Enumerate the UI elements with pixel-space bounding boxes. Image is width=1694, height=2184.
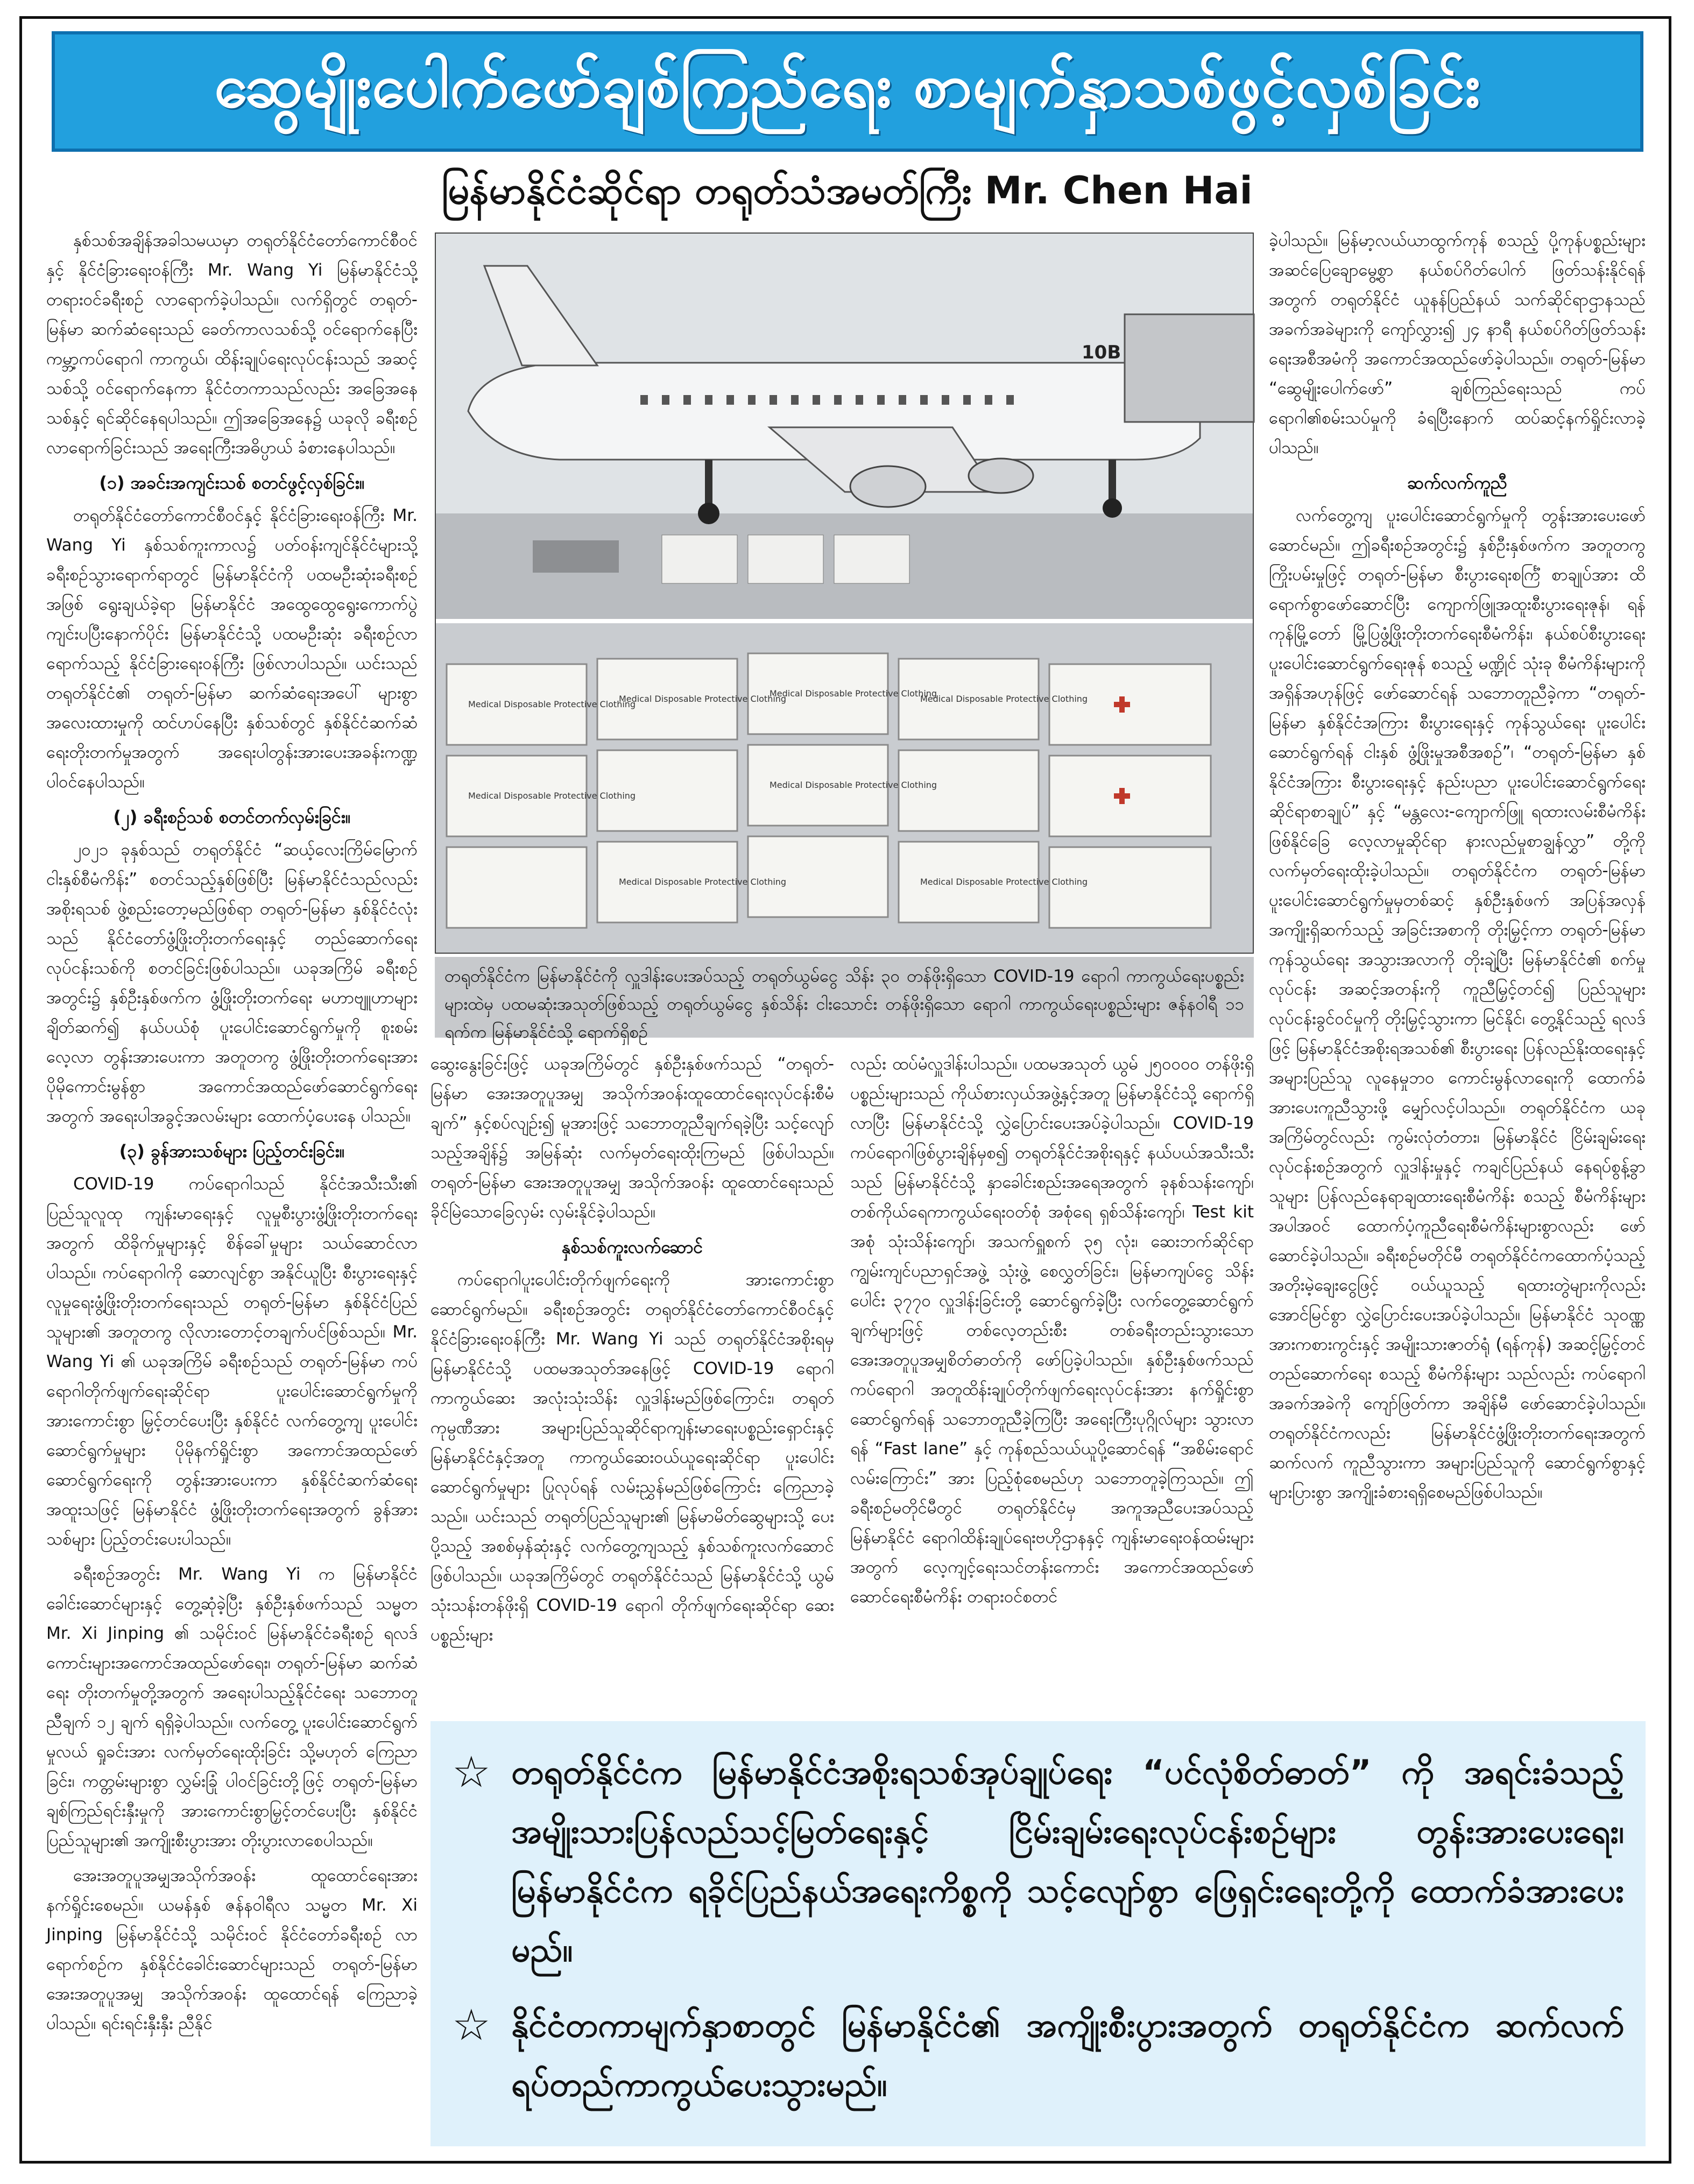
section-heading: ဆက်လက်ကူညီ	[1407, 473, 1507, 493]
paragraph: ၂၀၂၁ ခုနှစ်သည် တရုတ်နိုင်ငံ “ဆယ့်လေးကြိမ်မြောက် ငါးနှစ်စီမံကိန်း” စတင်သည့်နှစ်ဖြစ်ပြီး မြန်မာနိုင်ငံသည်လည်း အစိုးရသစ် ဖွဲ့စည်းတော့မည်ဖြစ်ရာ တရုတ်-မြန်မာ နှစ်နိုင်ငံလုံးသည် နိုင်ငံတော်ဖွံ့ဖြိုးတိုးတက်ရေးနှင့် တည်ဆောက်ရေးလုပ်ငန်းသစ်ကို စတင်ခြင်းဖြစ်ပါသည်။ ယခုအကြိမ် ခရီးစဉ်အတွင်း၌ နှစ်ဦးနှစ်ဖက်က ဖွံ့ဖြိုးတိုးတက်ရေး မဟာဗျူဟာများ ချိတ်ဆက်၍ နယ်ပယ်စုံ ပူးပေါင်းဆောင်ရွက်မှုကို စူးစမ်းလေ့လာ တွန်းအားပေးကာ အတူတကွ ဖွံ့ဖြိုးတိုးတက်ရေးအား ပိုမိုကောင်းမွန်စွာ အကောင်အထည်ဖော်ဆောင်ရွက်ရေးအတွက် အရေးပါအခွင့်အလမ်းများ ထောက်ပံ့ပေးနေ ပါသည်။	[46, 840, 418, 1126]
box-label: Medical Disposable Protective Clothing	[920, 877, 1088, 887]
photo-caption: တရုတ်နိုင်ငံက မြန်မာနိုင်ငံကို လှူဒါန်းပေးအပ်သည့် တရုတ်ယွမ်ငွေ သိန်း ၃၀ တန်ဖိုးရှိသော COVID-19 ရောဂါ ကာကွယ်ရေးပစ္စည်းများထဲမှ ပထမဆုံးအသုတ်ဖြစ်သည့် တရုတ်ယွမ်ငွေ နှစ်သိန်း ငါးသောင်း တန်ဖိုးရှိသော ရောဂါ ကာကွယ်ရေးပစ္စည်းများ ဇန်နဝါရီ ၁၁ ရက်က မြန်မာနိုင်ငံသို့ ရောက်ရှိစဉ်	[435, 957, 1254, 1038]
paragraph: နှစ်သစ်အချိန်အခါသမယမှာ တရုတ်နိုင်ငံတော်ကောင်စီဝင်နှင့် နိုင်ငံခြားရေးဝန်ကြီး Mr. Wang Yi မြန်မာနိုင်ငံသို့ တရားဝင်ခရီးစဉ် လာရောက်ခဲ့ပါသည်။ လက်ရှိတွင် တရုတ်-မြန်မာ ဆက်ဆံရေးသည် ခေတ်ကာလသစ်သို့ ဝင်ရောက်နေပြီး ကမ္ဘာ့ကပ်ရောဂါ ကာကွယ်၊ ထိန်းချုပ်ရေးလုပ်ငန်းသည် အဆင့်သစ်သို့ ဝင်ရောက်နေကာ နိုင်ငံတကာသည်လည်း အခြေအနေသစ်နှင့် ရင်ဆိုင်နေရပါသည်။ ဤအခြေအနေ၌ ယခုလို ခရီးစဉ်လာရောက်ခြင်းသည် အရေးကြီးအဓိပ္ပာယ် ခံစားနေပါသည်။	[46, 231, 418, 457]
headline-banner	[52, 31, 1643, 152]
article-column-3	[850, 1049, 1254, 1631]
paragraph: လည်း ထပ်မံလှူဒါန်းပါသည်။ ပထမအသုတ် ယွမ် ၂၅၀၀၀၀ တန်ဖိုးရှိ ပစ္စည်းများသည် ကိုယ်စားလှယ်အဖွဲ့နှင့်အတူ မြန်မာနိုင်ငံသို့ ရောက်ရှိလာပြီး မြန်မာနိုင်ငံသို့ လွှဲပြောင်းပေးအပ်ခဲ့ပါသည်။ COVID-19 ကပ်ရောဂါဖြစ်ပွားချိန်မှစ၍ တရုတ်နိုင်ငံအစိုးရနှင့် နယ်ပယ်အသီးသီးသည် မြန်မာနိုင်ငံသို့ နှာခေါင်းစည်းအရေအတွက် ခုနစ်သန်းကျော်၊ တစ်ကိုယ်ရေကာကွယ်ရေးဝတ်စုံ အစုံရေ ရှစ်သိန်းကျော်၊ Test kit အစုံ သုံးသိန်းကျော်၊ အသက်ရှူစက် ၃၅ လုံး၊ ဆေးဘက်ဆိုင်ရာ ကျွမ်းကျင်ပညာရှင်အဖွဲ့ သုံးဖွဲ့ စေလွှတ်ခြင်း၊ မြန်မာကျပ်ငွေ သိန်းပေါင်း ၃၇၇၀ လှူဒါန်းခြင်းတို့ ဆောင်ရွက်ခဲ့ပြီး လက်တွေ့ဆောင်ရွက်ချက်များဖြင့် တစ်လေ့တည်းစီး တစ်ခရီးတည်းသွားသော အေးအတူပူအမျှစိတ်ဓာတ်ကို ဖော်ပြခဲ့ပါသည်။ နှစ်ဦးနှစ်ဖက်သည် ကပ်ရောဂါ အတူထိန်းချုပ်တိုက်ဖျက်ရေးလုပ်ငန်းအား နက်ရှိုင်းစွာ ဆောင်ရွက်ရန် သဘောတူညီခဲ့ကြပြီး အရေးကြီးပုဂ္ဂိုလ်များ သွားလာရန် “Fast lane” နှင့် ကုန်စည်သယ်ယူပို့ဆောင်ရန် “အစိမ်းရောင်လမ်းကြောင်း” အား ပြည့်စုံစေမည်ဟု သဘောတူခဲ့ကြသည်။ ဤခရီးစဉ်မတိုင်မီတွင် တရုတ်နိုင်ငံမှ အကူအညီပေးအပ်သည့် မြန်မာနိုင်ငံ ရောဂါထိန်းချုပ်ရေးဗဟိုဌာနနှင့် ကျန်းမာရေးဝန်ထမ်းများအတွက် လေ့ကျင့်ရေးသင်တန်းကောင်း အကောင်အထည်ဖော်ဆောင်ရေးစီမံကိန်း တရားဝင်စတင်	[850, 1054, 1254, 1607]
byline: မြန်မာနိုင်ငံဆိုင်ရာ တရုတ်သံအမတ်ကြီး Mr. Chen Hai	[441, 168, 1253, 213]
article-column-4	[1269, 226, 1646, 1711]
headline: ဆွေမျိုးပေါက်ဖော်ချစ်ကြည်ရေး စာမျက်နှာသစ်ဖွင့်လှစ်ခြင်း	[214, 51, 1481, 121]
section-heading: (၃) ခွန်အားသစ်များ ပြည့်တင်းခြင်း။	[119, 1141, 345, 1161]
paragraph: ခဲ့ပါသည်။ မြန်မာ့လယ်ယာထွက်ကုန် စသည့် ပို့ကုန်ပစ္စည်းများ အဆင်ပြေချောမွေ့စွာ နယ်စပ်ဂိတ်ပေါက် ဖြတ်သန်းနိုင်ရန်အတွက် တရုတ်နိုင်ငံ ယူနန်ပြည်နယ် သက်ဆိုင်ရာဌာနသည် အခက်အခဲများကို ကျော်လွှား၍ ၂၄ နာရီ နယ်စပ်ဂိတ်ဖြတ်သန်းရေးအစီအမံကို အကောင်အထည်ဖော်ခဲ့ပါသည်။ တရုတ်-မြန်မာ “ဆွေမျိုးပေါက်ဖော်” ချစ်ကြည်ရေးသည် ကပ်ရောဂါ၏စမ်းသပ်မှုကို ခံရပြီးနောက် ထပ်ဆင့်နက်ရှိုင်းလာခဲ့ပါသည်။	[1269, 231, 1646, 457]
box-label: Medical Disposable Protective Clothing	[770, 688, 937, 699]
paragraph: ဆွေးနွေးခြင်းဖြင့် ယခုအကြိမ်တွင် နှစ်ဦးနှစ်ဖက်သည် “တရုတ်-မြန်မာ အေးအတူပူအမျှ အသိုက်အဝန်းထူထောင်ရေးလုပ်ငန်းစီမံချက်” နှင့်စပ်လျဉ်း၍ မူအားဖြင့် သဘောတူညီချက်ရခဲ့ပြီး သင့်လျော်သည့်အချိန်၌ အမြန်ဆုံး လက်မှတ်ရေးထိုးကြမည် ဖြစ်ပါသည်။ တရုတ်-မြန်မာ အေးအတူပူအမျှ အသိုက်အဝန်း ထူထောင်ရေးသည် ခိုင်မြဲသောခြေလှမ်း လှမ်းနိုင်ခဲ့ပါသည်။	[430, 1054, 834, 1222]
paragraph: COVID-19 ကပ်ရောဂါသည် နိုင်ငံအသီးသီး၏ ပြည်သူလူထု ကျန်းမာရေးနှင့် လူမှုစီးပွားဖွံ့ဖြိုးတိုးတက်ရေးအတွက် ထိခိုက်မှုများနှင့် စိန်ခေါ်မှုများ သယ်ဆောင်လာပါသည်။ ကပ်ရောဂါကို ဆောလျင်စွာ အနိုင်ယူပြီး စီးပွားရေးနှင့် လူမှုရေးဖွံ့ဖြိုးတိုးတက်ရေးသည် တရုတ်-မြန်မာ နှစ်နိုင်ငံပြည်သူများ၏ အတူတကွ လိုလားတောင့်တချက်ပင်ဖြစ်သည်။ Mr. Wang Yi ၏ ယခုအကြိမ် ခရီးစဉ်သည် တရုတ်-မြန်မာ ကပ်ရောဂါတိုက်ဖျက်ရေးဆိုင်ရာ ပူးပေါင်းဆောင်ရွက်မှုကို အားကောင်းစွာ မြှင့်တင်ပေးပြီး နှစ်နိုင်ငံ လက်တွေ့ကျ ပူးပေါင်းဆောင်ရွက်မှုများ ပိုမိုနက်ရှိုင်းစွာ အကောင်အထည်ဖော်ဆောင်ရွက်ရေးကို တွန်းအားပေးကာ နှစ်နိုင်ငံဆက်ဆံရေး အထူးသဖြင့် မြန်မာနိုင်ငံ ဖွံ့ဖြိုးတိုးတက်ရေးအတွက် ခွန်အားသစ်များ ပြည့်တင်းပေးပါသည်။	[46, 1174, 418, 1549]
article-column-2	[430, 1049, 834, 1645]
star-outline-icon: ☆	[452, 1747, 491, 1797]
box-label: Medical Disposable Protective Clothing	[770, 780, 937, 790]
star-outline-icon: ☆	[452, 2000, 491, 2050]
box-label: Medical Disposable Protective Clothing	[619, 694, 787, 704]
plane-tail-number: 10B	[1082, 342, 1121, 363]
callout-text: နိုင်ငံတကာမျက်နှာစာတွင် မြန်မာနိုင်ငံ၏ အကျိုးစီးပွားအတွက် တရုတ်နိုင်ငံက ဆက်လက်ရပ်တည်ကာကွယ်ပေးသွားမည်။	[511, 2005, 1624, 2104]
callout-text: တရုတ်နိုင်ငံက မြန်မာနိုင်ငံအစိုးရသစ်အုပ်ချုပ်ရေး “ပင်လုံစိတ်ဓာတ်” ကို အရင်းခံသည့် အမျိုးသားပြန်လည်သင့်မြတ်ရေးနှင့် ငြိမ်းချမ်းရေးလုပ်ငန်းစဉ်များ တွန်းအားပေးရေး၊ မြန်မာနိုင်ငံက ရခိုင်ပြည်နယ်အရေးကိစ္စကို သင့်လျော်စွာ ဖြေရှင်းရေးတို့ကို ထောက်ခံအားပေးမည်။	[511, 1752, 1624, 1969]
section-heading: နှစ်သစ်ကူးလက်ဆောင်	[561, 1237, 703, 1257]
article-column-1	[46, 226, 418, 2120]
box-label: Medical Disposable Protective Clothing	[920, 694, 1088, 704]
box-label: Medical Disposable Protective Clothing	[468, 791, 636, 801]
paragraph: တရုတ်နိုင်ငံတော်ကောင်စီဝင်နှင့် နိုင်ငံခြားရေးဝန်ကြီး Mr. Wang Yi နှစ်သစ်ကူးကာလ၌ ပတ်ဝန်းကျင်နိုင်ငံများသို့ ခရီးစဉ်သွားရောက်ရာတွင် မြန်မာနိုင်ငံကို ပထမဦးဆုံးခရီးစဉ်အဖြစ် ရွေးချယ်ခဲ့ရာ မြန်မာနိုင်ငံ အထွေထွေရွေးကောက်ပွဲ ကျင်းပပြီးနောက်ပိုင်း မြန်မာနိုင်ငံသို့ ပထမဦးဆုံး ခရီးစဉ်လာရောက်သည့် နိုင်ငံခြားရေးဝန်ကြီး ဖြစ်လာပါသည်။ ယင်းသည် တရုတ်နိုင်ငံ၏ တရုတ်-မြန်မာ ဆက်ဆံရေးအပေါ် များစွာအလေးထားမှုကို ထင်ဟပ်နေပြီး နှစ်သစ်တွင် နှစ်နိုင်ငံဆက်ဆံရေးတိုးတက်မှုအတွက် အရေးပါတွန်းအားပေးအခန်းကဏ္ဍ ပါဝင်နေပါသည်။	[46, 506, 418, 792]
highlight-callout	[430, 1721, 1646, 2146]
paragraph: လက်တွေ့ကျ ပူးပေါင်းဆောင်ရွက်မှုကို တွန်းအားပေးဖော်ဆောင်မည်။ ဤခရီးစဉ်အတွင်း၌ နှစ်ဦးနှစ်ဖက်က အတူတကွကြိုးပမ်းမှုဖြင့် တရုတ်-မြန်မာ စီးပွားရေးစင်္ကြံ စာချုပ်အား ထိရောက်စွာဖော်ဆောင်ပြီး ကျောက်ဖြူအထူးစီးပွားရေးဇုန်၊ ရန်ကုန်မြို့တော် မြို့ပြဖွံ့ဖြိုးတိုးတက်ရေးစီမံကိန်း၊ နယ်စပ်စီးပွားရေး ပူးပေါင်းဆောင်ရွက်ရေးဇုန် စသည့် မဏ္ဍိုင် သုံးခု စီမံကိန်းများကို အရှိန်အဟုန်ဖြင့် ဖော်ဆောင်ရန် သဘောတူညီခဲ့ကာ “တရုတ်-မြန်မာ နှစ်နိုင်ငံအကြား စီးပွားရေးနှင့် ကုန်သွယ်ရေး ပူးပေါင်းဆောင်ရွက်ရန် ငါးနှစ် ဖွံ့ဖြိုးမှုအစီအစဉ်”၊ “တရုတ်-မြန်မာ နှစ်နိုင်ငံအကြား စီးပွားရေးနှင့် နည်းပညာ ပူးပေါင်းဆောင်ရွက်ရေးဆိုင်ရာစာချုပ်” နှင့် “မန္တလေး-ကျောက်ဖြူ ရထားလမ်းစီမံကိန်း ဖြစ်နိုင်ခြေ လေ့လာမှုဆိုင်ရာ နားလည်မှုစာချွန်လွှာ” တို့ကို လက်မှတ်ရေးထိုးခဲ့ပါသည်။ တရုတ်နိုင်ငံက တရုတ်-မြန်မာ ပူးပေါင်းဆောင်ရွက်မှုမှတစ်ဆင့် နှစ်ဦးနှစ်ဖက် အပြန်အလှန်အကျိုးရှိဆက်သည့် အခြင်းအစာကို တိုးမြှင့်ကာ တရုတ်-မြန်မာ ကုန်သွယ်ရေး အသွားအလာကို တိုးချဲ့ပြီး မြန်မာနိုင်ငံ၏ စက်မှုလုပ်ငန်း အဆင့်အတန်းကို ကူညီမြှင့်တင်၍ ပြည်သူများ လုပ်ငန်းခွင်ဝင်မှုကို တိုးမြှင့်သွားကာ မြင်နိုင်၊ တွေ့နိုင်သည့် ရလဒ်ဖြင့် မြန်မာနိုင်ငံအစိုးရအသစ်၏ စီးပွားရေး ပြန်လည်နိုးထရေးနှင့် အများပြည်သူ လူနေမှုဘဝ ကောင်းမွန်လာရေးကို ထောက်ခံအားပေးကူညီသွားဖို့ မျှော်လင့်ပါသည်။ တရုတ်နိုင်ငံက ယခုအကြိမ်တွင်လည်း ကွမ်းလုံတံတား၊ မြန်မာနိုင်ငံ ငြိမ်းချမ်းရေးလုပ်ငန်းစဉ်အတွက် လှူဒါန်းမှုနှင့် ကချင်ပြည်နယ် နေရပ်စွန့်ခွာသူများ ပြန်လည်နေရာချထားရေးစီမံကိန်း စသည့် စီမံကိန်းများအပါအဝင် ထောက်ပံ့ကူညီရေးစီမံကိန်းများစွာလည်း ဖော်ဆောင်ခဲ့ပါသည်။ ခရီးစဉ်မတိုင်မီ တရုတ်နိုင်ငံကထောက်ပံ့သည့် အတိုးမဲ့ချေးငွေဖြင့် ဝယ်ယူသည့် ရထားတွဲများကိုလည်း အောင်မြင်စွာ လွှဲပြောင်းပေးအပ်ခဲ့ပါသည်။ မြန်မာနိုင်ငံ သုဝဏ္ဏ အားကစားကွင်းနှင့် အမျိုးသားဇာတ်ရုံ (ရန်ကုန်) အဆင့်မြှင့်တင်တည်ဆောက်ရေး စသည့် စီမံကိန်းများ သည်လည်း ကပ်ရောဂါအခက်အခဲကို ကျော်ဖြတ်ကာ အချိန်မီ ဖော်ဆောင်ခဲ့ပါသည်။ တရုတ်နိုင်ငံကလည်း မြန်မာနိုင်ငံဖွံ့ဖြိုးတိုးတက်ရေးအတွက် ဆက်လက် ကူညီသွားကာ အများပြည်သူကို ဆောင်ရွက်စွာနှင့် များပြားစွာ အကျိုးခံစားရရှိစေမည်ဖြစ်ပါသည်။	[1269, 506, 1646, 1502]
box-label: Medical Disposable Protective Clothing	[619, 877, 787, 887]
section-heading: (၁) အခင်းအကျင်းသစ် စတင်ဖွင့်လှစ်ခြင်း။	[99, 473, 365, 493]
section-heading: (၂) ခရီးစဉ်သစ် စတင်တက်လှမ်းခြင်း။	[113, 807, 351, 827]
callout-item	[452, 1996, 1624, 2114]
callout-item	[452, 1743, 1624, 1979]
paragraph: ကပ်ရောဂါပူးပေါင်းတိုက်ဖျက်ရေးကို အားကောင်းစွာ ဆောင်ရွက်မည်။ ခရီးစဉ်အတွင်း တရုတ်နိုင်ငံတော်ကောင်စီဝင်နှင့် နိုင်ငံခြားရေးဝန်ကြီး Mr. Wang Yi သည် တရုတ်နိုင်ငံအစိုးရမှ မြန်မာနိုင်ငံသို့ ပထမအသုတ်အနေဖြင့် COVID-19 ရောဂါကာကွယ်ဆေး အလုံးသုံးသိန်း လှူဒါန်းမည်ဖြစ်ကြောင်း၊ တရုတ်ကုမ္ပဏီအား အများပြည်သူဆိုင်ရာကျန်းမာရေးပစ္စည်းရှောင်းနှင့် မြန်မာနိုင်ငံနှင့်အတူ ကာကွယ်ဆေးဝယ်ယူရေးဆိုင်ရာ ပူးပေါင်းဆောင်ရွက်မှုများ ပြုလုပ်ရန် လမ်းညွှန်မည်ဖြစ်ကြောင်း ကြေညာခဲ့သည်။ ယင်းသည် တရုတ်ပြည်သူများ၏ မြန်မာမိတ်ဆွေများသို့ ပေးပို့သည့် အစစ်မှန်ဆုံးနှင့် လက်တွေ့ကျသည့် နှစ်သစ်ကူးလက်ဆောင် ဖြစ်ပါသည်။ ယခုအကြိမ်တွင် တရုတ်နိုင်ငံသည် မြန်မာနိုင်ငံသို့ ယွမ် သုံးသန်းတန်ဖိုးရှိ COVID-19 ရောဂါ တိုက်ဖျက်ရေးဆိုင်ရာ ဆေးပစ္စည်းများ	[430, 1270, 834, 1645]
paragraph: ခရီးစဉ်အတွင်း Mr. Wang Yi က မြန်မာနိုင်ငံ ခေါင်းဆောင်များနှင့် တွေ့ဆုံခဲ့ပြီး နှစ်ဦးနှစ်ဖက်သည် သမ္မတ Mr. Xi Jinping ၏ သမိုင်းဝင် မြန်မာနိုင်ငံခရီးစဉ် ရလဒ်ကောင်းများအကောင်အထည်ဖော်ရေး၊ တရုတ်-မြန်မာ ဆက်ဆံရေး တိုးတက်မှုတို့အတွက် အရေးပါသည့်နိုင်ငံရေး သဘောတူညီချက် ၁၂ ချက် ရရှိခဲ့ပါသည်။ လက်တွေ့ ပူးပေါင်းဆောင်ရွက်မှုလယ် ရှုခင်းအား လက်မှတ်ရေးထိုးခြင်း သို့မဟုတ် ကြေညာခြင်း၊ ကတ္တမ်းများစွာ လွှမ်းခြုံ ပါဝင်ခြင်းတို့ဖြင့် တရုတ်-မြန်မာ ချစ်ကြည်ရင်းနှီးမှုကို အားကောင်းစွာမြှင့်တင်ပေးပြီး နှစ်နိုင်ငံပြည်သူများ၏ အကျိုးစီးပွားအား တိုးပွားလာစေပါသည်။	[46, 1565, 418, 1850]
photo-illustration	[436, 234, 1253, 953]
box-label: Medical Disposable Protective Clothing	[468, 699, 636, 709]
paragraph: အေးအတူပူအမျှအသိုက်အဝန်း ထူထောင်ရေးအား နက်ရှိုင်းစေမည်။ ယမန်နှစ် ဇန်နဝါရီလ သမ္မတ Mr. Xi Jinping မြန်မာနိုင်ငံသို့ သမိုင်းဝင် နိုင်ငံတော်ခရီးစဉ် လာရောက်စဉ်က နှစ်နိုင်ငံခေါင်းဆောင်များသည် တရုတ်-မြန်မာ အေးအတူပူအမျှ အသိုက်အဝန်း ထူထောင်ရန် ကြေညာခဲ့ပါသည်။ ရင်းရင်းနှီးနှီး ညီနိုင်	[46, 1866, 418, 2033]
news-photo	[435, 233, 1254, 954]
